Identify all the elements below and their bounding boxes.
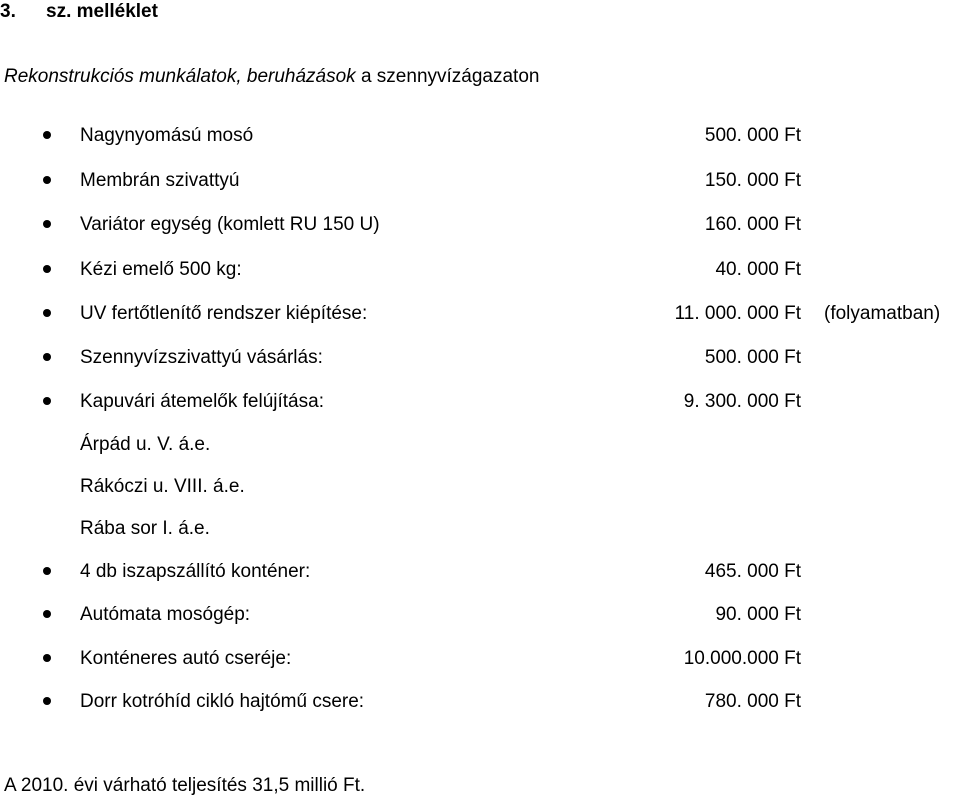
sub-item-label: Árpád u. V. á.e.: [80, 434, 211, 455]
bullet-icon: [43, 397, 51, 405]
list-item-amount: 465. 000 Ft: [704, 561, 801, 582]
section-title-rest: a szennyvízágazaton: [355, 66, 540, 87]
list-item-label: Kézi emelő 500 kg:: [80, 259, 242, 280]
attachment-label: sz. melléklet: [46, 1, 158, 22]
summary-footer: A 2010. évi várható teljesítés 31,5 millió Ft.: [4, 775, 366, 796]
sub-item-label: Rába sor I. á.e.: [80, 518, 210, 539]
list-item-amount: 9. 300. 000 Ft: [683, 391, 801, 412]
bullet-icon: [43, 610, 51, 618]
sub-item-label: Rákóczi u. VIII. á.e.: [80, 476, 245, 497]
list-item-label: Autómata mosógép:: [80, 604, 251, 625]
list-item-amount: 780. 000 Ft: [704, 691, 801, 712]
list-item-label: 4 db iszapszállító konténer:: [80, 561, 311, 582]
list-item-label: Nagynyomású mosó: [80, 125, 254, 146]
list-item-label: Konténeres autó cseréje:: [80, 648, 292, 669]
list-item-label: Variátor egység (komlett RU 150 U): [80, 214, 380, 235]
list-item-label: Szennyvízszivattyú vásárlás:: [80, 347, 323, 368]
list-item-label: UV fertőtlenítő rendszer kiépítése:: [80, 303, 368, 324]
list-item-label: Membrán szivattyú: [80, 170, 240, 191]
section-title-italic: Rekonstrukciós munkálatok, beruházások: [4, 66, 356, 87]
bullet-icon: [43, 265, 51, 273]
list-item-amount: 10.000.000 Ft: [683, 648, 801, 669]
bullet-icon: [43, 309, 51, 317]
bullet-icon: [43, 131, 51, 139]
list-item-amount: 500. 000 Ft: [704, 347, 801, 368]
list-item-label: Kapuvári átemelők felújítása:: [80, 391, 324, 412]
section-title: [4, 67, 539, 86]
bullet-icon: [43, 697, 51, 705]
list-item-amount: 160. 000 Ft: [704, 214, 801, 235]
bullet-icon: [43, 176, 51, 184]
list-item-amount: 90. 000 Ft: [715, 604, 801, 625]
list-item-amount: 500. 000 Ft: [704, 125, 801, 146]
bullet-icon: [43, 654, 51, 662]
bullet-icon: [43, 567, 51, 575]
list-item-label: Dorr kotróhíd cikló hajtómű csere:: [80, 691, 365, 712]
list-item-amount: 11. 000. 000 Ft: [674, 303, 801, 324]
bullet-icon: [43, 220, 51, 228]
attachment-number: 3.: [0, 1, 16, 22]
bullet-icon: [43, 353, 51, 361]
list-item-amount: 40. 000 Ft: [715, 259, 801, 280]
list-item-amount: 150. 000 Ft: [704, 170, 801, 191]
status-note: (folyamatban): [824, 303, 941, 324]
